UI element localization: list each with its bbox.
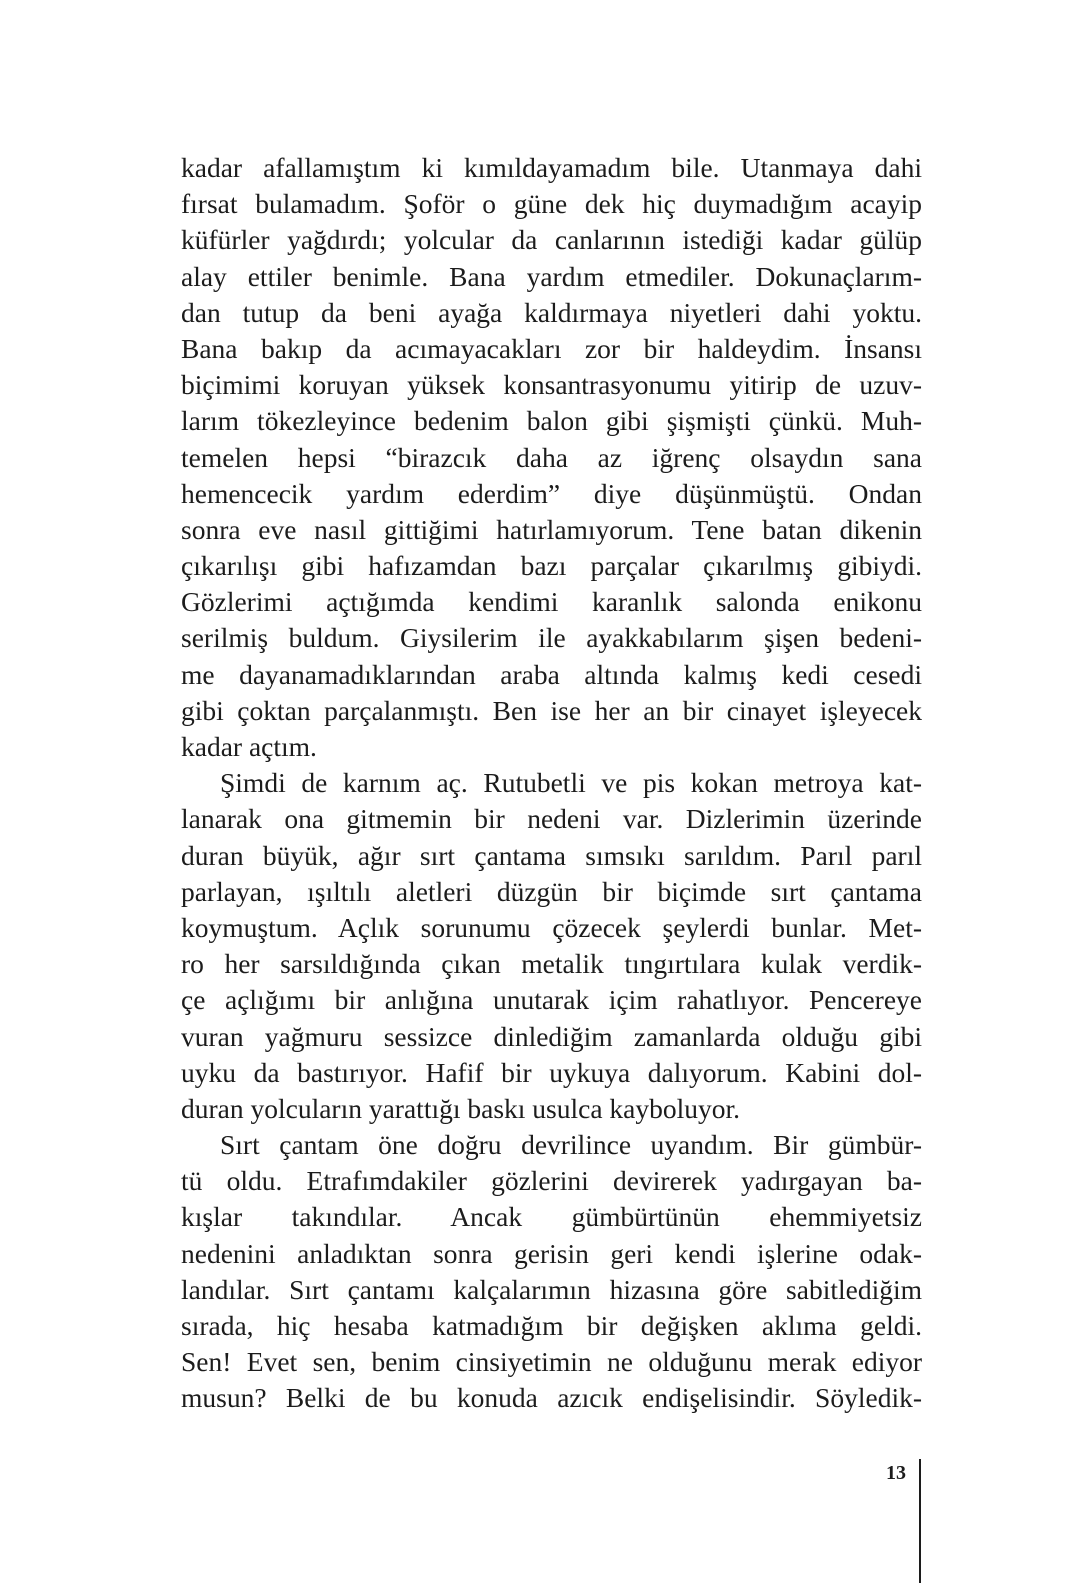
margin-rule xyxy=(919,1459,921,1583)
text-line: serilmiş buldum. Giysilerim ile ayakkabılarım şişen bedeni- xyxy=(181,622,922,654)
text-line: Bana bakıp da acımayacakları zor bir haldeydim. İnsansı xyxy=(181,332,922,364)
page-number: 13 xyxy=(886,1462,906,1484)
text-line: temelen hepsi “birazcık daha az iğrenç olsaydın sana xyxy=(181,441,922,473)
text-line: fırsat bulamadım. Şoför o güne dek hiç duymadığım acayip xyxy=(181,188,922,220)
text-line: tü oldu. Etrafımdakiler gözlerini devirerek yadırgayan ba- xyxy=(181,1165,922,1197)
text-line: parlayan, ışıltılı aletleri düzgün bir biçimde sırt çantama xyxy=(181,875,922,907)
text-line: koymuştum. Açlık sorunumu çözecek şeylerdi bunlar. Met- xyxy=(181,911,922,943)
text-line: gibi çoktan parçalanmıştı. Ben ise her an bir cinayet işleyecek xyxy=(181,694,922,726)
text-line: uyku da bastırıyor. Hafif bir uykuya dalıyorum. Kabini dol- xyxy=(181,1056,922,1088)
text-line: çe açlığımı bir anlığına unutarak içim rahatlıyor. Pencereye xyxy=(181,984,922,1016)
text-line: kadar afallamıştım ki kımıldayamadım bile. Utanmaya dahi xyxy=(181,152,922,183)
text-line: Sırt çantam öne doğru devrilince uyandım. Bir gümbür- xyxy=(220,1129,922,1161)
text-line: Sen! Evet sen, benim cinsiyetimin ne olduğunu merak ediyor xyxy=(181,1346,922,1378)
text-line: kışlar takındılar. Ancak gümbürtünün ehemmiyetsiz xyxy=(181,1201,922,1233)
text-line: küfürler yağdırdı; yolcular da canlarının istediği kadar gülüp xyxy=(181,224,922,256)
text-line: kadar açtım. xyxy=(181,731,317,762)
text-line: landılar. Sırt çantamı kalçalarımın hizasına göre sabitlediğim xyxy=(181,1273,922,1305)
text-line: dan tutup da beni ayağa kaldırmaya niyetleri dahi yoktu. xyxy=(181,296,922,328)
text-line: Gözlerimi açtığımda kendimi karanlık salonda enikonu xyxy=(181,586,922,618)
text-line: Şimdi de karnım aç. Rutubetli ve pis kokan metroya kat- xyxy=(220,767,922,799)
text-line: lanarak ona gitmemin bir nedeni var. Dizlerimin üzerinde xyxy=(181,803,922,835)
text-line: hemencecik yardım ederdim” diye düşünmüştü. Ondan xyxy=(181,477,922,509)
body-text xyxy=(181,150,922,1417)
text-line: ro her sarsıldığında çıkan metalik tıngırtılara kulak verdik- xyxy=(181,948,922,980)
text-line: duran yolcuların yarattığı baskı usulca kayboluyor. xyxy=(181,1092,741,1124)
text-line: alay ettiler benimle. Bana yardım etmediler. Dokunaçlarım- xyxy=(181,260,922,292)
text-line: musun? Belki de bu konuda azıcık endişelisindir. Söyledik- xyxy=(181,1382,922,1414)
text-line: larım tökezleyince bedenim balon gibi şişmişti çünkü. Muh- xyxy=(181,405,922,437)
text-line: sonra eve nasıl gittiğimi hatırlamıyorum. Tene batan dikenin xyxy=(181,513,922,545)
text-line: sırada, hiç hesaba katmadığım bir değişken aklıma geldi. xyxy=(181,1310,922,1341)
text-line: çıkarılışı gibi hafızamdan bazı parçalar çıkarılmış gibiydi. xyxy=(181,550,922,582)
text-line: duran büyük, ağır sırt çantama sımsıkı sarıldım. Parıl parıl xyxy=(181,839,922,871)
text-line: me dayanamadıklarından araba altında kalmış kedi cesedi xyxy=(181,658,922,690)
text-line: biçimimi koruyan yüksek konsantrasyonumu yitirip de uzuv- xyxy=(181,369,922,401)
text-line: vuran yağmuru sessizce dinlediğim zamanlarda olduğu gibi xyxy=(181,1020,922,1052)
text-line: nedenini anladıktan sonra gerisin geri kendi işlerine odak- xyxy=(181,1237,922,1269)
